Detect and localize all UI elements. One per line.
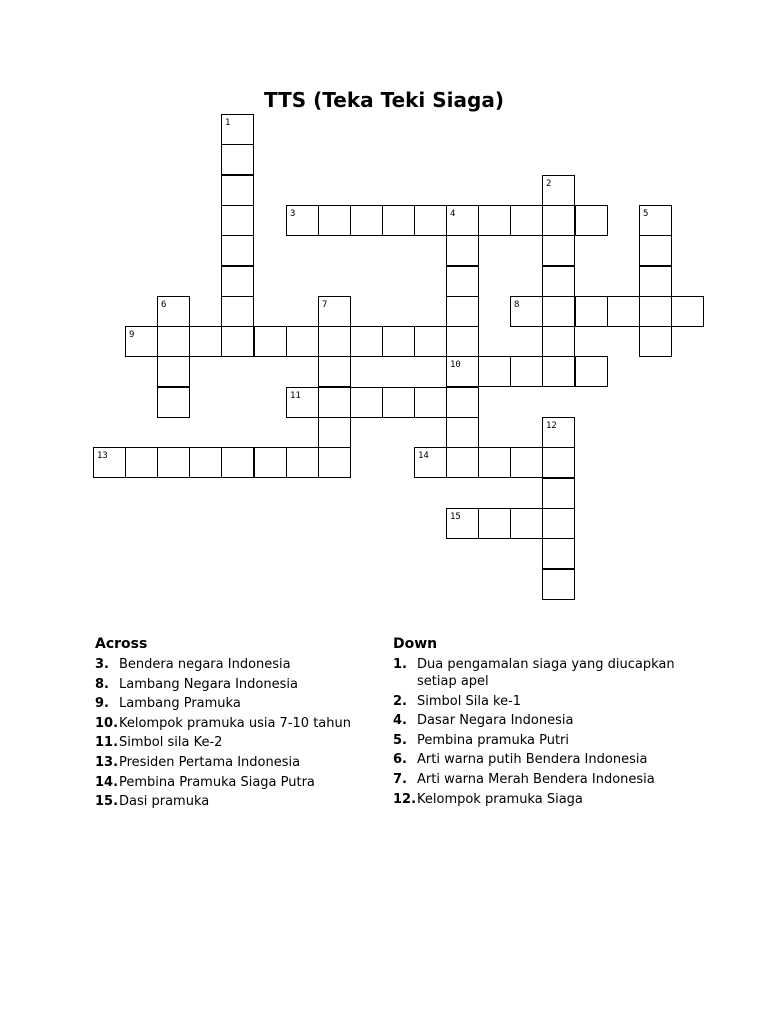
grid-cell[interactable] bbox=[446, 326, 479, 357]
across-clue bbox=[95, 695, 385, 712]
grid-cell[interactable] bbox=[446, 266, 479, 297]
grid-cell[interactable] bbox=[542, 508, 575, 539]
across-clue bbox=[95, 774, 385, 791]
clue-label-number: 10. bbox=[95, 715, 119, 731]
clue-label-number: 7. bbox=[393, 771, 407, 787]
clue-label-number: 5. bbox=[393, 732, 407, 748]
clue-text: Dua pengamalan siaga yang diucapkan setiap apel bbox=[417, 657, 675, 689]
grid-cell[interactable] bbox=[157, 326, 190, 357]
across-clue bbox=[95, 676, 385, 693]
clue-label-number: 13. bbox=[95, 754, 119, 770]
grid-cell[interactable] bbox=[254, 326, 287, 357]
grid-cell[interactable] bbox=[350, 205, 383, 236]
grid-cell[interactable] bbox=[542, 447, 575, 478]
grid-cell[interactable] bbox=[221, 175, 254, 206]
grid-cell[interactable] bbox=[221, 266, 254, 297]
grid-cell[interactable] bbox=[286, 205, 319, 236]
grid-cell[interactable] bbox=[286, 447, 319, 478]
clue-text: Presiden Pertama Indonesia bbox=[119, 754, 301, 770]
grid-cell[interactable] bbox=[318, 205, 351, 236]
down-clues bbox=[393, 636, 683, 810]
grid-cell[interactable] bbox=[446, 508, 479, 539]
down-clue bbox=[393, 771, 683, 788]
grid-cell[interactable] bbox=[221, 326, 254, 357]
clue-label-number: 12. bbox=[393, 791, 417, 807]
clue-text: Bendera negara Indonesia bbox=[119, 657, 291, 672]
clue-text: Pembina Pramuka Siaga Putra bbox=[119, 774, 315, 790]
clue-label-number: 2. bbox=[393, 693, 407, 709]
grid-cell[interactable] bbox=[542, 205, 575, 236]
across-clue bbox=[95, 656, 385, 673]
grid-cell[interactable] bbox=[414, 447, 447, 478]
clue-label-number: 3. bbox=[95, 657, 109, 672]
grid-cell[interactable] bbox=[478, 508, 511, 539]
grid-cell[interactable] bbox=[639, 326, 672, 357]
grid-cell[interactable] bbox=[318, 387, 351, 418]
across-clues bbox=[95, 636, 385, 813]
grid-cell[interactable] bbox=[318, 326, 351, 357]
grid-cell[interactable] bbox=[639, 235, 672, 266]
clue-text: Lambang Pramuka bbox=[119, 696, 241, 712]
grid-cell[interactable] bbox=[350, 326, 383, 357]
clue-text: Dasi pramuka bbox=[119, 794, 210, 810]
grid-cell[interactable] bbox=[639, 205, 672, 236]
grid-cell[interactable] bbox=[510, 205, 543, 236]
grid-cell[interactable] bbox=[478, 356, 511, 387]
down-heading: Down bbox=[393, 636, 438, 652]
grid-cell[interactable] bbox=[286, 326, 319, 357]
grid-cell[interactable] bbox=[575, 205, 608, 236]
grid-cell[interactable] bbox=[414, 326, 447, 357]
clue-label-number: 15. bbox=[95, 794, 119, 810]
grid-cell[interactable] bbox=[254, 447, 287, 478]
clue-number: 11 bbox=[290, 391, 301, 401]
clue-number: 6 bbox=[161, 300, 167, 310]
grid-cell[interactable] bbox=[93, 447, 126, 478]
clue-number: 8 bbox=[514, 300, 520, 310]
grid-cell[interactable] bbox=[478, 447, 511, 478]
down-clue bbox=[393, 712, 683, 729]
clue-label-number: 14. bbox=[95, 774, 119, 790]
grid-cell[interactable] bbox=[318, 417, 351, 448]
grid-cell[interactable] bbox=[157, 356, 190, 387]
clue-label-number: 4. bbox=[393, 713, 407, 729]
clue-label-number: 9. bbox=[95, 696, 109, 712]
grid-cell[interactable] bbox=[542, 326, 575, 357]
grid-cell[interactable] bbox=[318, 296, 351, 327]
grid-cell[interactable] bbox=[189, 326, 222, 357]
grid-cell[interactable] bbox=[542, 296, 575, 327]
grid-cell[interactable] bbox=[221, 114, 254, 145]
clue-number: 4 bbox=[450, 209, 456, 219]
clue-label-number: 1. bbox=[393, 657, 407, 672]
grid-cell[interactable] bbox=[671, 296, 704, 327]
grid-cell[interactable] bbox=[478, 205, 511, 236]
grid-cell[interactable] bbox=[382, 326, 415, 357]
grid-cell[interactable] bbox=[446, 205, 479, 236]
grid-cell[interactable] bbox=[542, 478, 575, 509]
clue-text: Pembina pramuka Putri bbox=[417, 732, 570, 748]
grid-cell[interactable] bbox=[542, 235, 575, 266]
clue-text: Arti warna Merah Bendera Indonesia bbox=[417, 771, 655, 787]
clue-text: Simbol sila Ke-2 bbox=[119, 735, 223, 751]
clue-text: Dasar Negara Indonesia bbox=[417, 713, 574, 729]
across-clue bbox=[95, 793, 385, 810]
clue-label-number: 8. bbox=[95, 676, 109, 692]
grid-cell[interactable] bbox=[221, 144, 254, 175]
clue-number: 12 bbox=[546, 421, 557, 431]
grid-cell[interactable] bbox=[414, 205, 447, 236]
across-heading: Across bbox=[95, 636, 148, 652]
down-clue bbox=[393, 751, 683, 768]
grid-cell[interactable] bbox=[542, 538, 575, 569]
clue-number: 7 bbox=[322, 300, 328, 310]
across-clue bbox=[95, 734, 385, 751]
grid-cell[interactable] bbox=[510, 356, 543, 387]
clue-text: Simbol Sila ke-1 bbox=[417, 693, 522, 709]
grid-cell[interactable] bbox=[414, 387, 447, 418]
grid-cell[interactable] bbox=[221, 205, 254, 236]
grid-cell[interactable] bbox=[607, 296, 640, 327]
grid-cell[interactable] bbox=[157, 296, 190, 327]
grid-cell[interactable] bbox=[446, 356, 479, 387]
grid-cell[interactable] bbox=[350, 387, 383, 418]
grid-cell[interactable] bbox=[510, 447, 543, 478]
grid-cell[interactable] bbox=[542, 266, 575, 297]
down-clue bbox=[393, 732, 683, 749]
page-title: TTS (Teka Teki Siaga) bbox=[264, 88, 504, 112]
across-clue-list bbox=[95, 656, 385, 810]
grid-cell[interactable] bbox=[542, 417, 575, 448]
clue-text: Kelompok pramuka usia 7-10 tahun bbox=[119, 715, 351, 731]
clue-number: 1 bbox=[225, 118, 231, 128]
grid-cell[interactable] bbox=[542, 356, 575, 387]
clue-number: 14 bbox=[418, 451, 429, 461]
grid-cell[interactable] bbox=[639, 266, 672, 297]
grid-cell[interactable] bbox=[157, 447, 190, 478]
grid-cell[interactable] bbox=[542, 175, 575, 206]
clue-number: 5 bbox=[643, 209, 649, 219]
clue-label-number: 6. bbox=[393, 752, 407, 768]
grid-cell[interactable] bbox=[157, 387, 190, 418]
grid-cell[interactable] bbox=[221, 296, 254, 327]
grid-cell[interactable] bbox=[446, 417, 479, 448]
grid-cell[interactable] bbox=[382, 205, 415, 236]
clue-number: 3 bbox=[290, 209, 296, 219]
grid-cell[interactable] bbox=[446, 447, 479, 478]
grid-cell[interactable] bbox=[382, 387, 415, 418]
clue-label-number: 11. bbox=[95, 735, 119, 751]
down-clue-list bbox=[393, 656, 683, 808]
grid-cell[interactable] bbox=[318, 447, 351, 478]
down-clue bbox=[393, 693, 683, 710]
clue-text: Arti warna putih Bendera Indonesia bbox=[417, 752, 648, 768]
across-clue bbox=[95, 715, 385, 732]
grid-cell[interactable] bbox=[125, 326, 158, 357]
grid-cell[interactable] bbox=[125, 447, 158, 478]
down-clue bbox=[393, 791, 683, 808]
grid-cell[interactable] bbox=[575, 356, 608, 387]
clue-number: 10 bbox=[450, 360, 461, 370]
grid-cell[interactable] bbox=[446, 387, 479, 418]
grid-cell[interactable] bbox=[286, 387, 319, 418]
clue-number: 15 bbox=[450, 512, 461, 522]
grid-cell[interactable] bbox=[446, 235, 479, 266]
grid-cell[interactable] bbox=[189, 447, 222, 478]
across-clue bbox=[95, 754, 385, 771]
grid-cell[interactable] bbox=[221, 447, 254, 478]
down-clue bbox=[393, 656, 683, 690]
clue-number: 13 bbox=[97, 451, 108, 461]
grid-cell[interactable] bbox=[542, 569, 575, 600]
clue-text: Kelompok pramuka Siaga bbox=[417, 791, 583, 807]
grid-cell[interactable] bbox=[510, 296, 543, 327]
grid-cell[interactable] bbox=[221, 235, 254, 266]
grid-cell[interactable] bbox=[510, 508, 543, 539]
grid-cell[interactable] bbox=[446, 296, 479, 327]
grid-cell[interactable] bbox=[575, 296, 608, 327]
clue-number: 9 bbox=[129, 330, 135, 340]
clue-number: 2 bbox=[546, 179, 552, 189]
grid-cell[interactable] bbox=[639, 296, 672, 327]
grid-cell[interactable] bbox=[318, 356, 351, 387]
clue-text: Lambang Negara Indonesia bbox=[119, 676, 298, 692]
